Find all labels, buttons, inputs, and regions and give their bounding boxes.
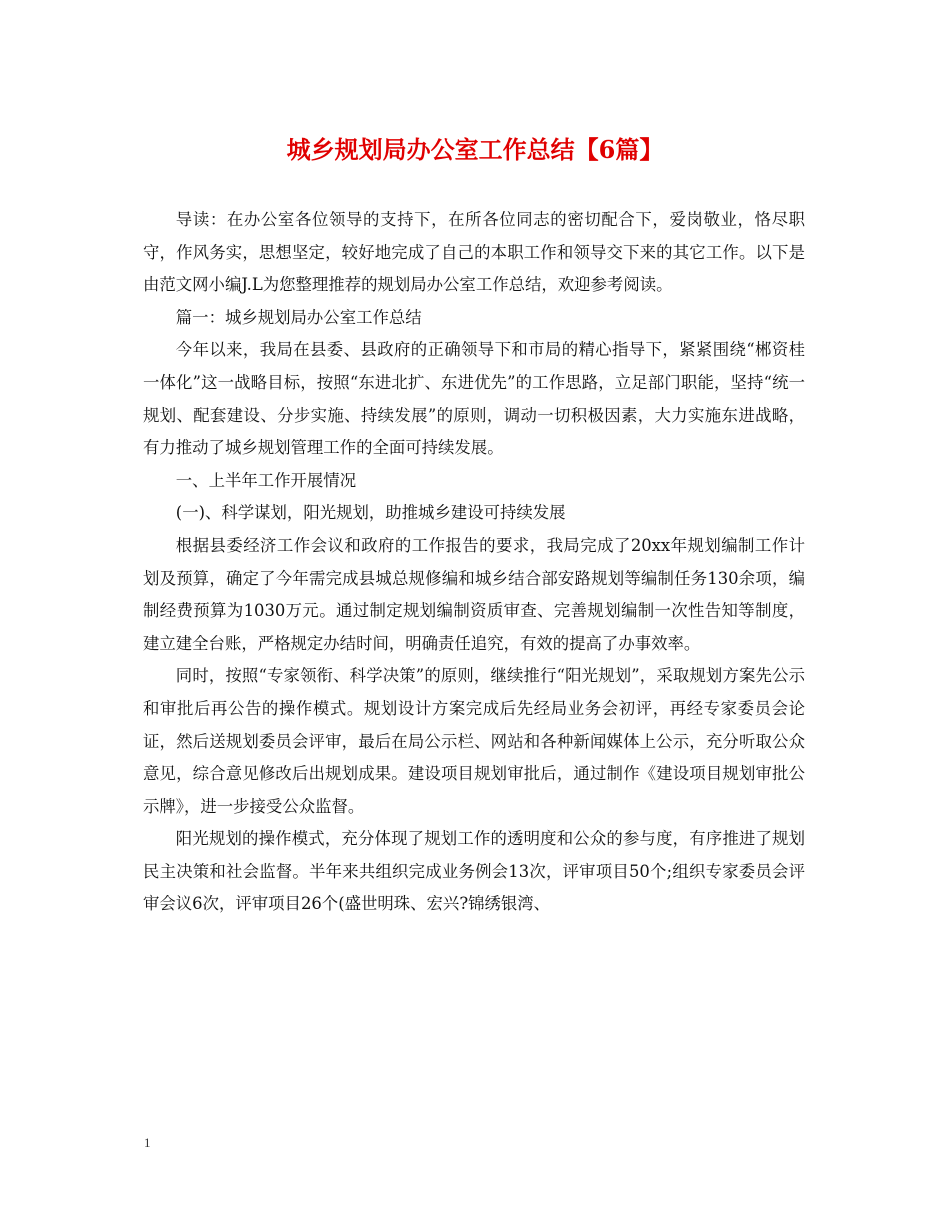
paragraph-intro: 导读：在办公室各位领导的支持下，在所各位同志的密切配合下，爱岗敬业，恪尽职守，作风务实，思想坚定，较好地完成了自己的本职工作和领导交下来的其它工作。以下是由范文网小编J.L为您整理推荐的规划局办公室工作总结，欢迎参考阅读。	[143, 210, 805, 295]
page-number: 1	[144, 1135, 151, 1150]
paragraph: 阳光规划的操作模式，充分体现了规划工作的透明度和公众的参与度，有序推进了规划民主决策和社会监督。半年来共组织完成业务例会13次，评审项目50个;组织专家委员会评审会议6次，评审项目26个(盛世明珠、宏兴?锦绣银湾、	[143, 829, 805, 914]
paragraph-section-heading: 篇一：城乡规划局办公室工作总结	[175, 307, 422, 327]
paragraph: 根据县委经济工作会议和政府的工作报告的要求，我局完成了20xx年规划编制工作计划及预算，确定了今年需完成县城总规修编和城乡结合部安路规划等编制任务130余项，编制经费预算为1030万元。通过制定规划编制资质审查、完善规划编制一次性告知等制度，建立建全台账，严格规定办结时间，明确责任追究，有效的提高了办事效率。	[143, 535, 805, 653]
paragraph: 今年以来，我局在县委、县政府的正确领导下和市局的精心指导下，紧紧围绕“郴资桂一体化”这一战略目标，按照“东进北扩、东进优先”的工作思路，立足部门职能，坚持“统一规划、配套建设、分步实施、持续发展”的原则，调动一切积极因素，大力实施东进战略，有力推动了城乡规划管理工作的全面可持续发展。	[143, 340, 805, 458]
paragraph-subheading: (一)、科学谋划，阳光规划，助推城乡建设可持续发展	[175, 503, 566, 523]
paragraph: 同时，按照“专家领衔、科学决策”的原则，继续推行“阳光规划”，采取规划方案先公示和审批后再公告的操作模式。规划设计方案完成后先经局业务会初评，再经专家委员会论证，然后送规划委员会评审，最后在局公示栏、网站和各种新闻媒体上公示，充分听取公众意见，综合意见修改后出规划成果。建设项目规划审批后，通过制作《建设项目规划审批公示牌》，进一步接受公众监督。	[143, 666, 805, 816]
paragraph-subheading: 一、上半年工作开展情况	[175, 470, 357, 490]
document-title: 城乡规划局办公室工作总结【6篇】	[286, 135, 664, 164]
document-body	[143, 204, 805, 921]
